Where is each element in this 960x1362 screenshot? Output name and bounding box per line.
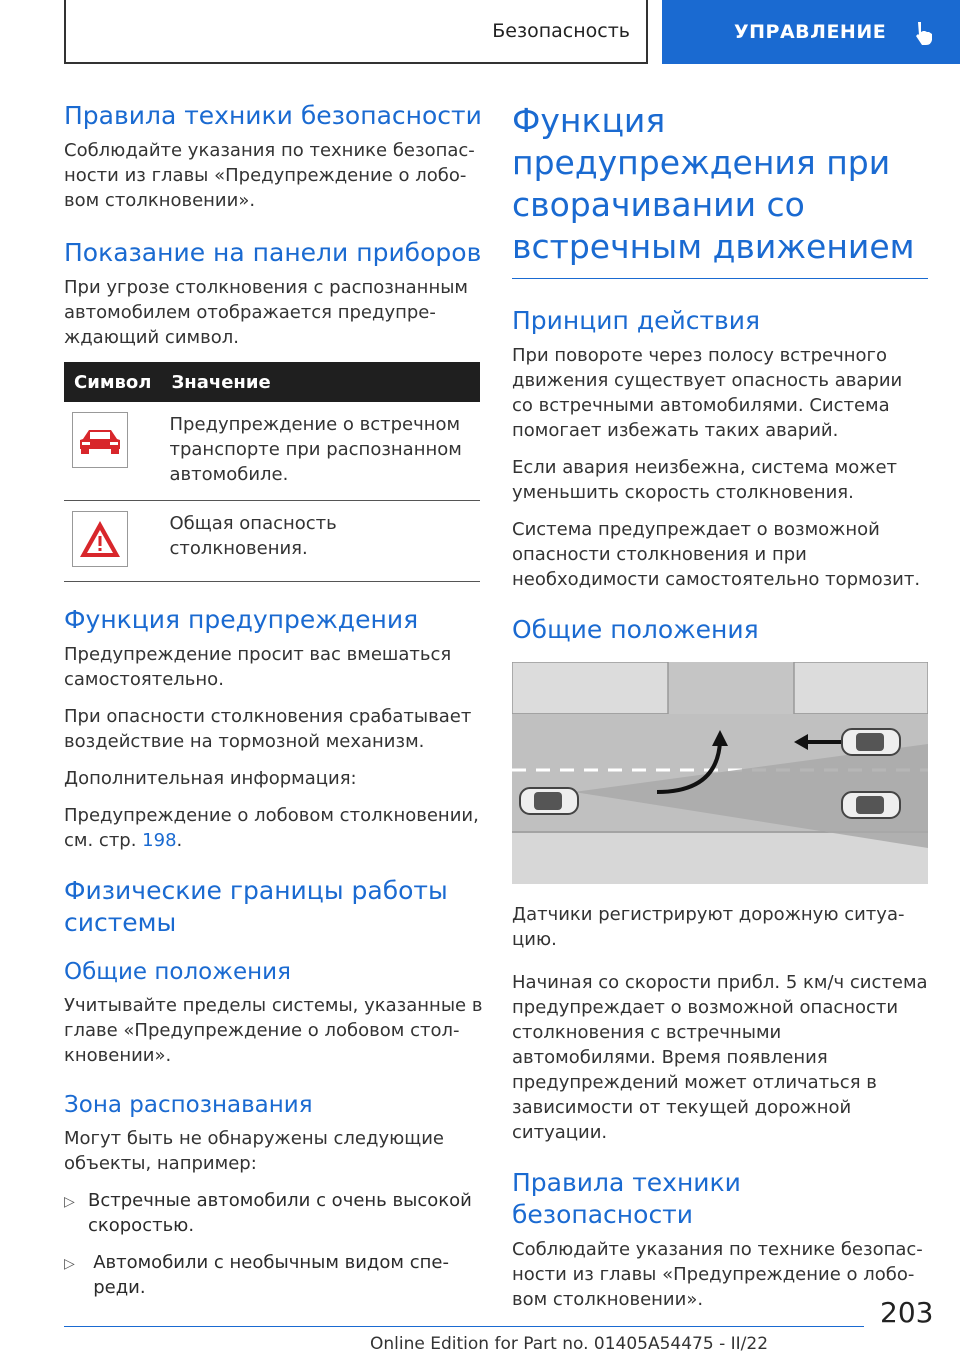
text-principle-3: Система предупреждает о возможной опасности столкновения и при необходимости самостоятельно тормозит.	[512, 519, 921, 590]
hand-pointer-icon	[912, 20, 936, 46]
list-item: ▷ Встречные автомобили с очень высокой скоростью.	[64, 1190, 472, 1236]
text-warning-4: Предупреждение о лобовом столкновении, см. стр. 198.	[64, 805, 479, 851]
section-header	[64, 0, 648, 64]
heading-system-limits: Физические границы работы системы	[64, 876, 448, 937]
heading-detection-zone: Зона распознавания	[64, 1092, 313, 1118]
chapter-title: УПРАВЛЕНИЕ	[734, 21, 887, 43]
heading-safety-right: Правила техники безопасности	[512, 1168, 741, 1229]
row-text: Предупреждение о встречном транспорте при распознанном автомобиле.	[161, 402, 480, 501]
page-number: 203	[880, 1296, 934, 1329]
symbol-table	[64, 362, 480, 582]
text-principle-2: Если авария неизбежна, система может уменьшить скорость столкновения.	[512, 457, 898, 503]
text-warning-1: Предупреждение просит вас вмешаться самостоятельно.	[64, 644, 452, 690]
text-warning-2: При опасности столкновения срабатывает воздействие на тормозной механизм.	[64, 706, 472, 752]
main-title: Функция предупреждения при сворачивании со встречным движением	[512, 101, 915, 266]
text-safety: Соблюдайте указания по технике безопасности из главы «Предупреждение о лобовом столкновении».	[64, 140, 475, 211]
text-general-2: Начиная со скорости прибл. 5 км/ч система предупреждает о возможной опасности столкновения с встречными автомобилями. Время появления предупреждений может отличаться в зависимости от текущей дорожной ситуации.	[512, 972, 928, 1143]
left-column	[64, 100, 484, 1312]
text-warning-3: Дополнительная информация:	[64, 768, 357, 789]
heading-general-right: Общие положения	[512, 615, 759, 644]
row-text: Общая опасность столкновения.	[161, 501, 480, 582]
text-general: Учитывайте пределы системы, указанные в главе «Предупреждение о лобовом столкновении».	[64, 995, 483, 1066]
footer-text: Online Edition for Part no. 01405A54475 - II/22	[370, 1334, 769, 1354]
text-instrument-panel: При угрозе столкновения с распознанным автомобилем отображается предупреждающий символ.	[64, 277, 468, 348]
turn-assist-illustration	[512, 662, 928, 884]
heading-warning-function: Функция предупреждения	[64, 605, 419, 634]
table-row	[64, 501, 480, 582]
heading-safety: Правила техники безопасности	[64, 101, 482, 130]
footer-rule	[64, 1326, 864, 1327]
right-column	[512, 100, 928, 1324]
oncoming-car-icon	[842, 792, 900, 818]
table-header	[64, 362, 480, 402]
section-title: Безопасность	[492, 20, 630, 42]
heading-principle: Принцип действия	[512, 306, 761, 335]
own-car-icon	[520, 788, 578, 814]
triangle-bullet-icon: ▷	[64, 1194, 75, 1210]
car-warning-icon	[77, 425, 123, 455]
text-detection-zone: Могут быть не обнаружены следующие объекты, например:	[64, 1128, 444, 1174]
heading-instrument-panel: Показание на панели приборов	[64, 238, 482, 267]
text-principle-1: При повороте через полосу встречного движения существует опасность аварии со встречными автомобилями. Система помогает избежать таких аварий.	[512, 345, 903, 441]
oncoming-car-icon	[842, 729, 900, 755]
col-meaning: Значение	[161, 362, 480, 402]
table-row	[64, 402, 480, 501]
heading-general: Общие положения	[64, 959, 291, 985]
warning-triangle-icon	[78, 519, 122, 559]
page-link-198[interactable]: 198	[142, 830, 177, 851]
chapter-tab[interactable]	[662, 0, 960, 64]
triangle-bullet-icon: ▷	[64, 1256, 75, 1272]
list-item: ▷ Автомобили с необычным видом спереди.	[64, 1252, 449, 1298]
text-general-1: Датчики регистрируют дорожную ситуацию.	[512, 904, 905, 950]
text-safety-right: Соблюдайте указания по технике безопасности из главы «Предупреждение о лобовом столкновении».	[512, 1239, 923, 1310]
col-symbol: Символ	[64, 362, 161, 402]
